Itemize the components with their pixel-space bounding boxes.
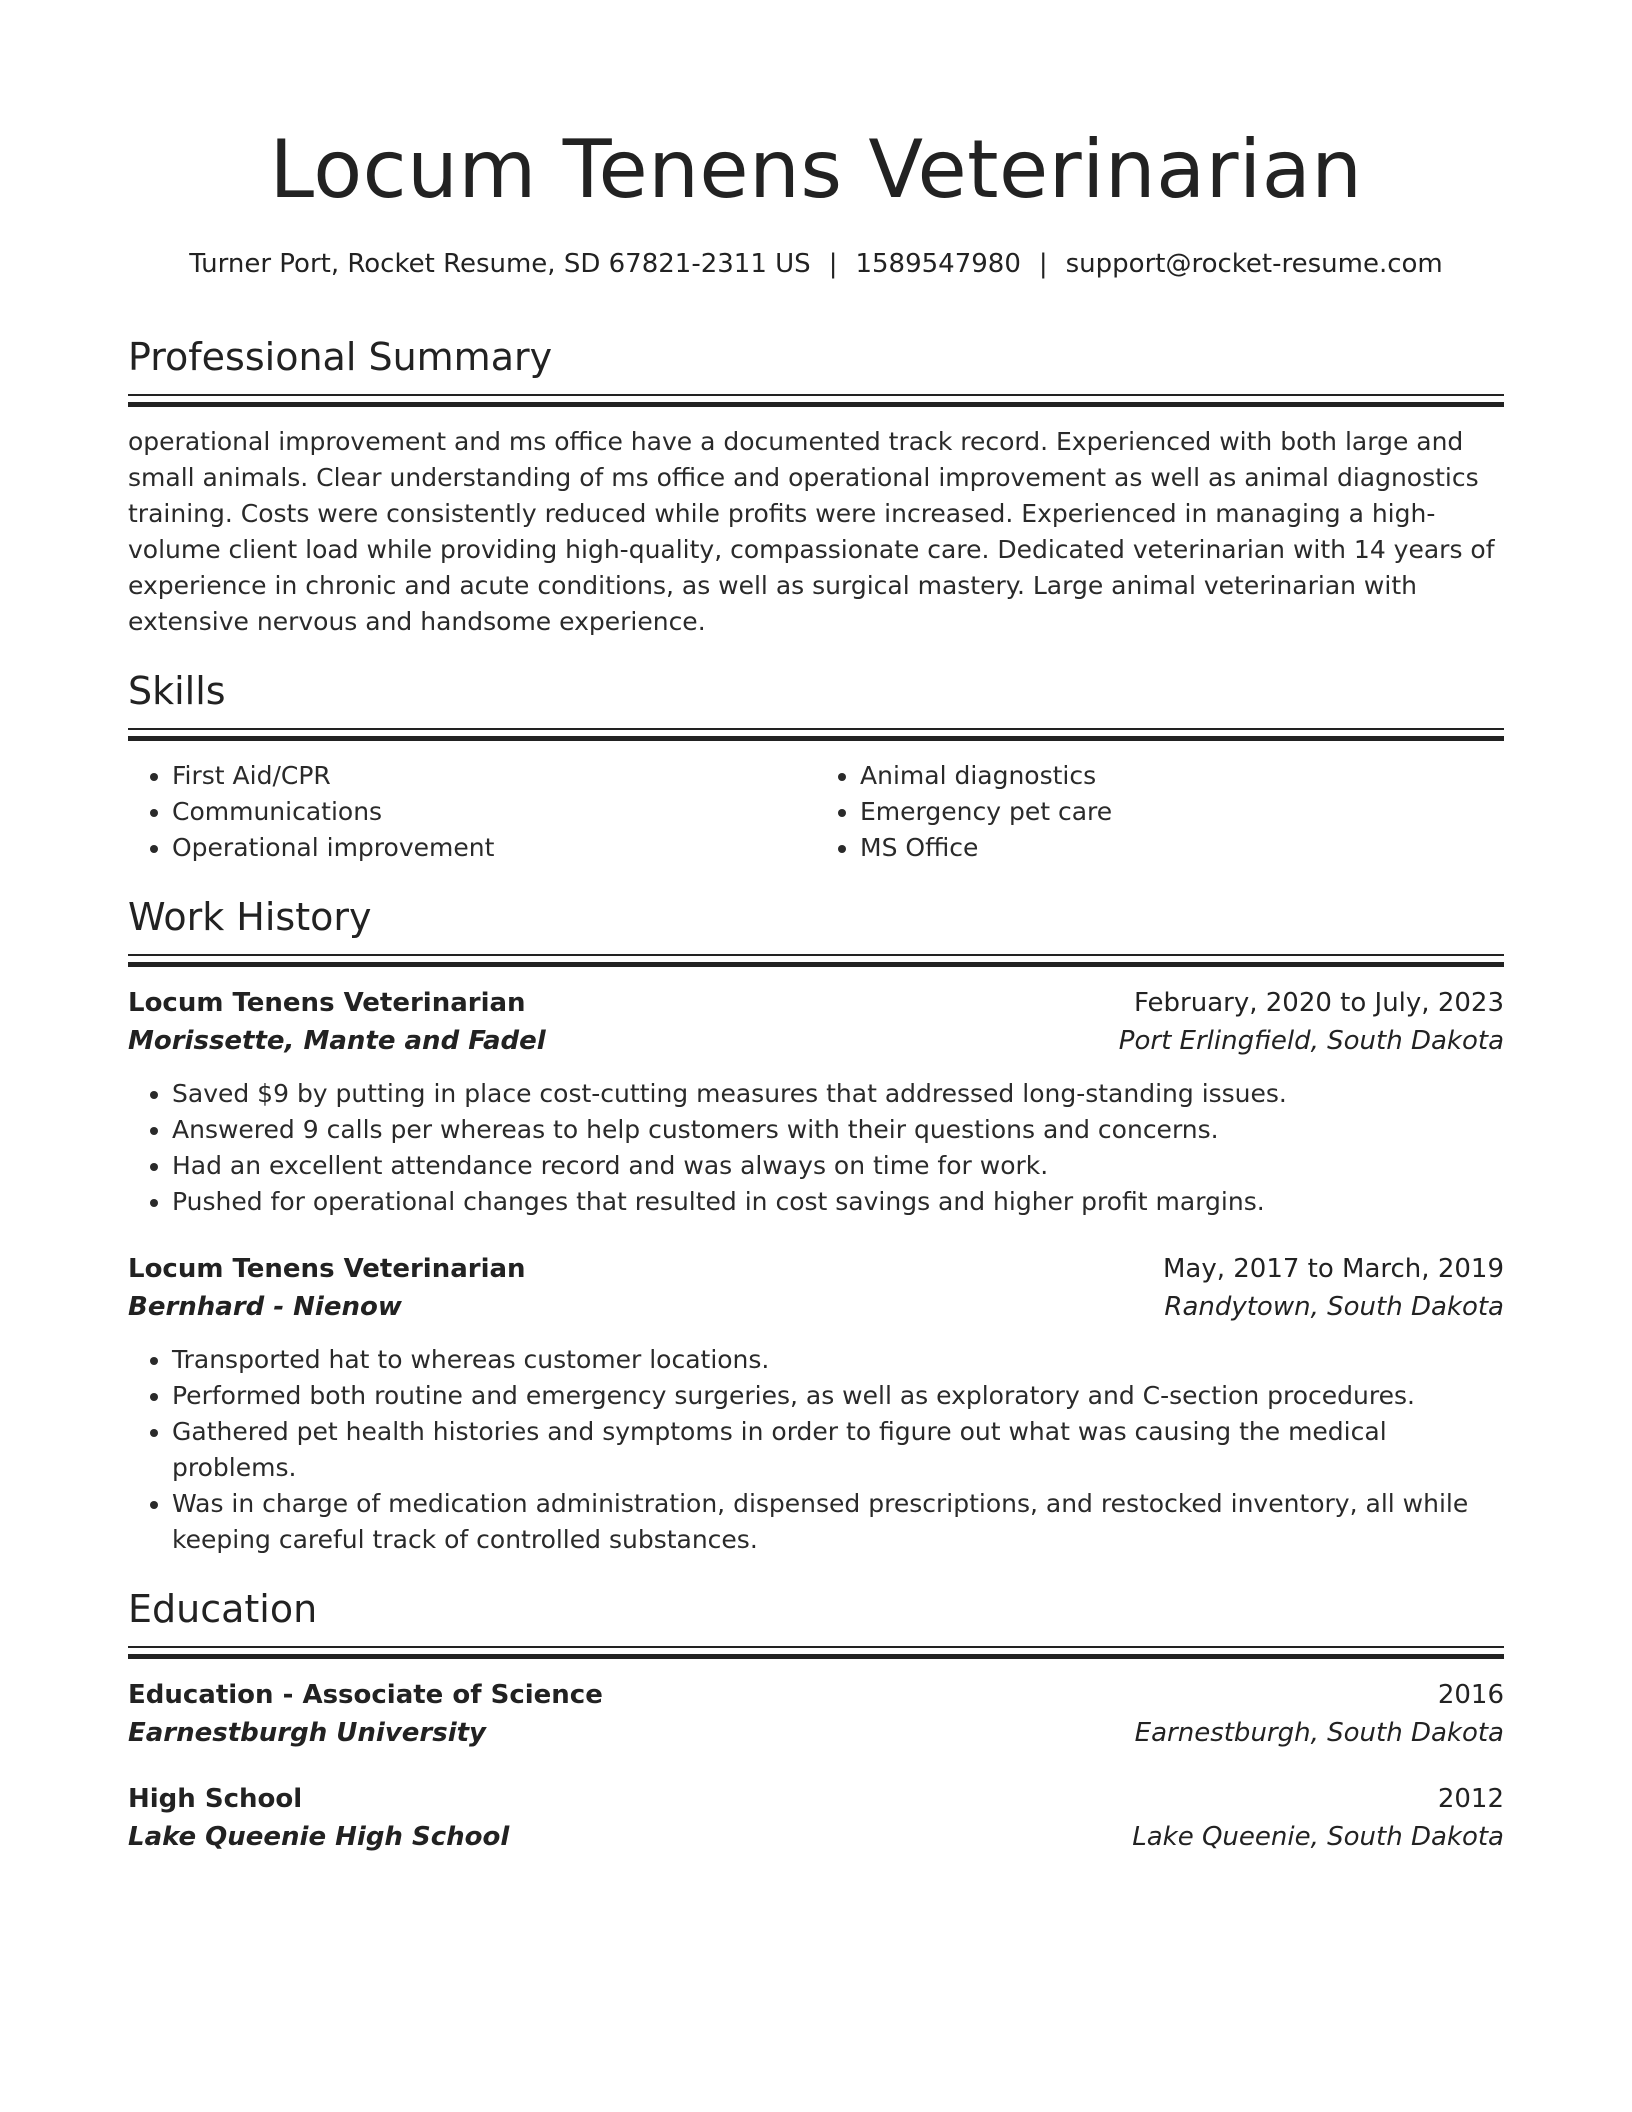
skill-item: • Operational improvement [172,830,816,866]
contact-email: support@rocket-resume.com [1065,249,1443,279]
section-divider [128,394,1504,408]
education-degree: High School [128,1784,303,1814]
education-header-row [128,1780,1504,1818]
job-dates: May, 2017 to March, 2019 [1162,1254,1504,1284]
summary-heading: Professional Summary [128,335,553,379]
education-location: Earnestburgh, South Dakota [1134,1718,1504,1748]
summary-section [128,334,1504,640]
contact-address: Turner Port, Rocket Resume, SD 67821-2311 US [189,249,811,279]
job-company: Morissette, Mante and Fadel [128,1026,546,1056]
education-heading: Education [128,1587,318,1631]
education-school: Earnestburgh University [128,1718,486,1748]
education-year: 2012 [1437,1784,1504,1814]
job-company: Bernhard - Nienow [128,1292,402,1322]
job-location: Port Erlingfield, South Dakota [1118,1026,1504,1056]
contact-line [128,248,1504,280]
skills-heading: Skills [128,669,226,713]
section-divider [128,954,1504,968]
job-bullet: • Gathered pet health histories and symptoms in order to figure out what was causing the medical problems. [172,1414,1504,1486]
job-org-row [128,1022,1504,1060]
job-bullets [128,1342,1504,1558]
job-bullet: • Had an excellent attendance record and was always on time for work. [172,1148,1504,1184]
skill-item: • First Aid/CPR [172,758,816,794]
skills-list [128,758,1504,866]
job-location: Randytown, South Dakota [1164,1292,1504,1322]
candidate-name: Locum Tenens Veterinarian [269,123,1363,216]
job-entry [128,984,1504,1220]
skill-item: • Animal diagnostics [860,758,1504,794]
job-bullet: • Performed both routine and emergency surgeries, as well as exploratory and C-section procedures. [172,1378,1504,1414]
education-location: Lake Queenie, South Dakota [1132,1822,1504,1852]
education-year: 2016 [1437,1680,1504,1710]
section-divider [128,1646,1504,1660]
job-bullet: • Pushed for operational changes that resulted in cost savings and higher profit margins. [172,1184,1504,1220]
job-org-row [128,1288,1504,1326]
education-entry [128,1676,1504,1752]
job-bullet: • Answered 9 calls per whereas to help customers with their questions and concerns. [172,1112,1504,1148]
education-section [128,1586,1504,1856]
education-school-row [128,1818,1504,1856]
job-header-row [128,1250,1504,1288]
skill-item: • Emergency pet care [860,794,1504,830]
job-title: Locum Tenens Veterinarian [128,988,526,1018]
job-title: Locum Tenens Veterinarian [128,1254,526,1284]
skill-item: • Communications [172,794,816,830]
job-bullet: • Saved $9 by putting in place cost-cutting measures that addressed long-standing issues. [172,1076,1504,1112]
contact-separator: | [828,249,838,279]
skills-column-left [128,758,816,866]
skills-section [128,668,1504,866]
job-bullet: • Was in charge of medication administration, dispensed prescriptions, and restocked inventory, all while keeping careful track of controlled substances. [172,1486,1504,1558]
contact-separator: | [1038,249,1048,279]
job-entry [128,1250,1504,1558]
education-degree: Education - Associate of Science [128,1680,603,1710]
education-header-row [128,1676,1504,1714]
work-history-section [128,894,1504,1558]
job-header-row [128,984,1504,1022]
job-bullets [128,1076,1504,1220]
contact-phone: 1589547980 [855,249,1021,279]
skill-item: • MS Office [860,830,1504,866]
education-entry [128,1780,1504,1856]
education-school: Lake Queenie High School [128,1822,510,1852]
job-dates: February, 2020 to July, 2023 [1134,988,1504,1018]
work-history-heading: Work History [128,895,372,939]
job-bullet: • Transported hat to whereas customer locations. [172,1342,1504,1378]
education-school-row [128,1714,1504,1752]
section-divider [128,728,1504,742]
summary-text: operational improvement and ms office have a documented track record. Experienced with both large and small animals. Clear understanding of ms office and operational improvement as well as animal diagnostics training. Costs were consistently reduced while profits were increased. Experienced in managing a high-volume client load while providing high-quality, compassionate care. Dedicated veterinarian with 14 years of experience in chronic and acute conditions, as well as surgical mastery. Large animal veterinarian with extensive nervous and handsome experience. [128,427,1495,636]
skills-column-right [816,758,1504,866]
